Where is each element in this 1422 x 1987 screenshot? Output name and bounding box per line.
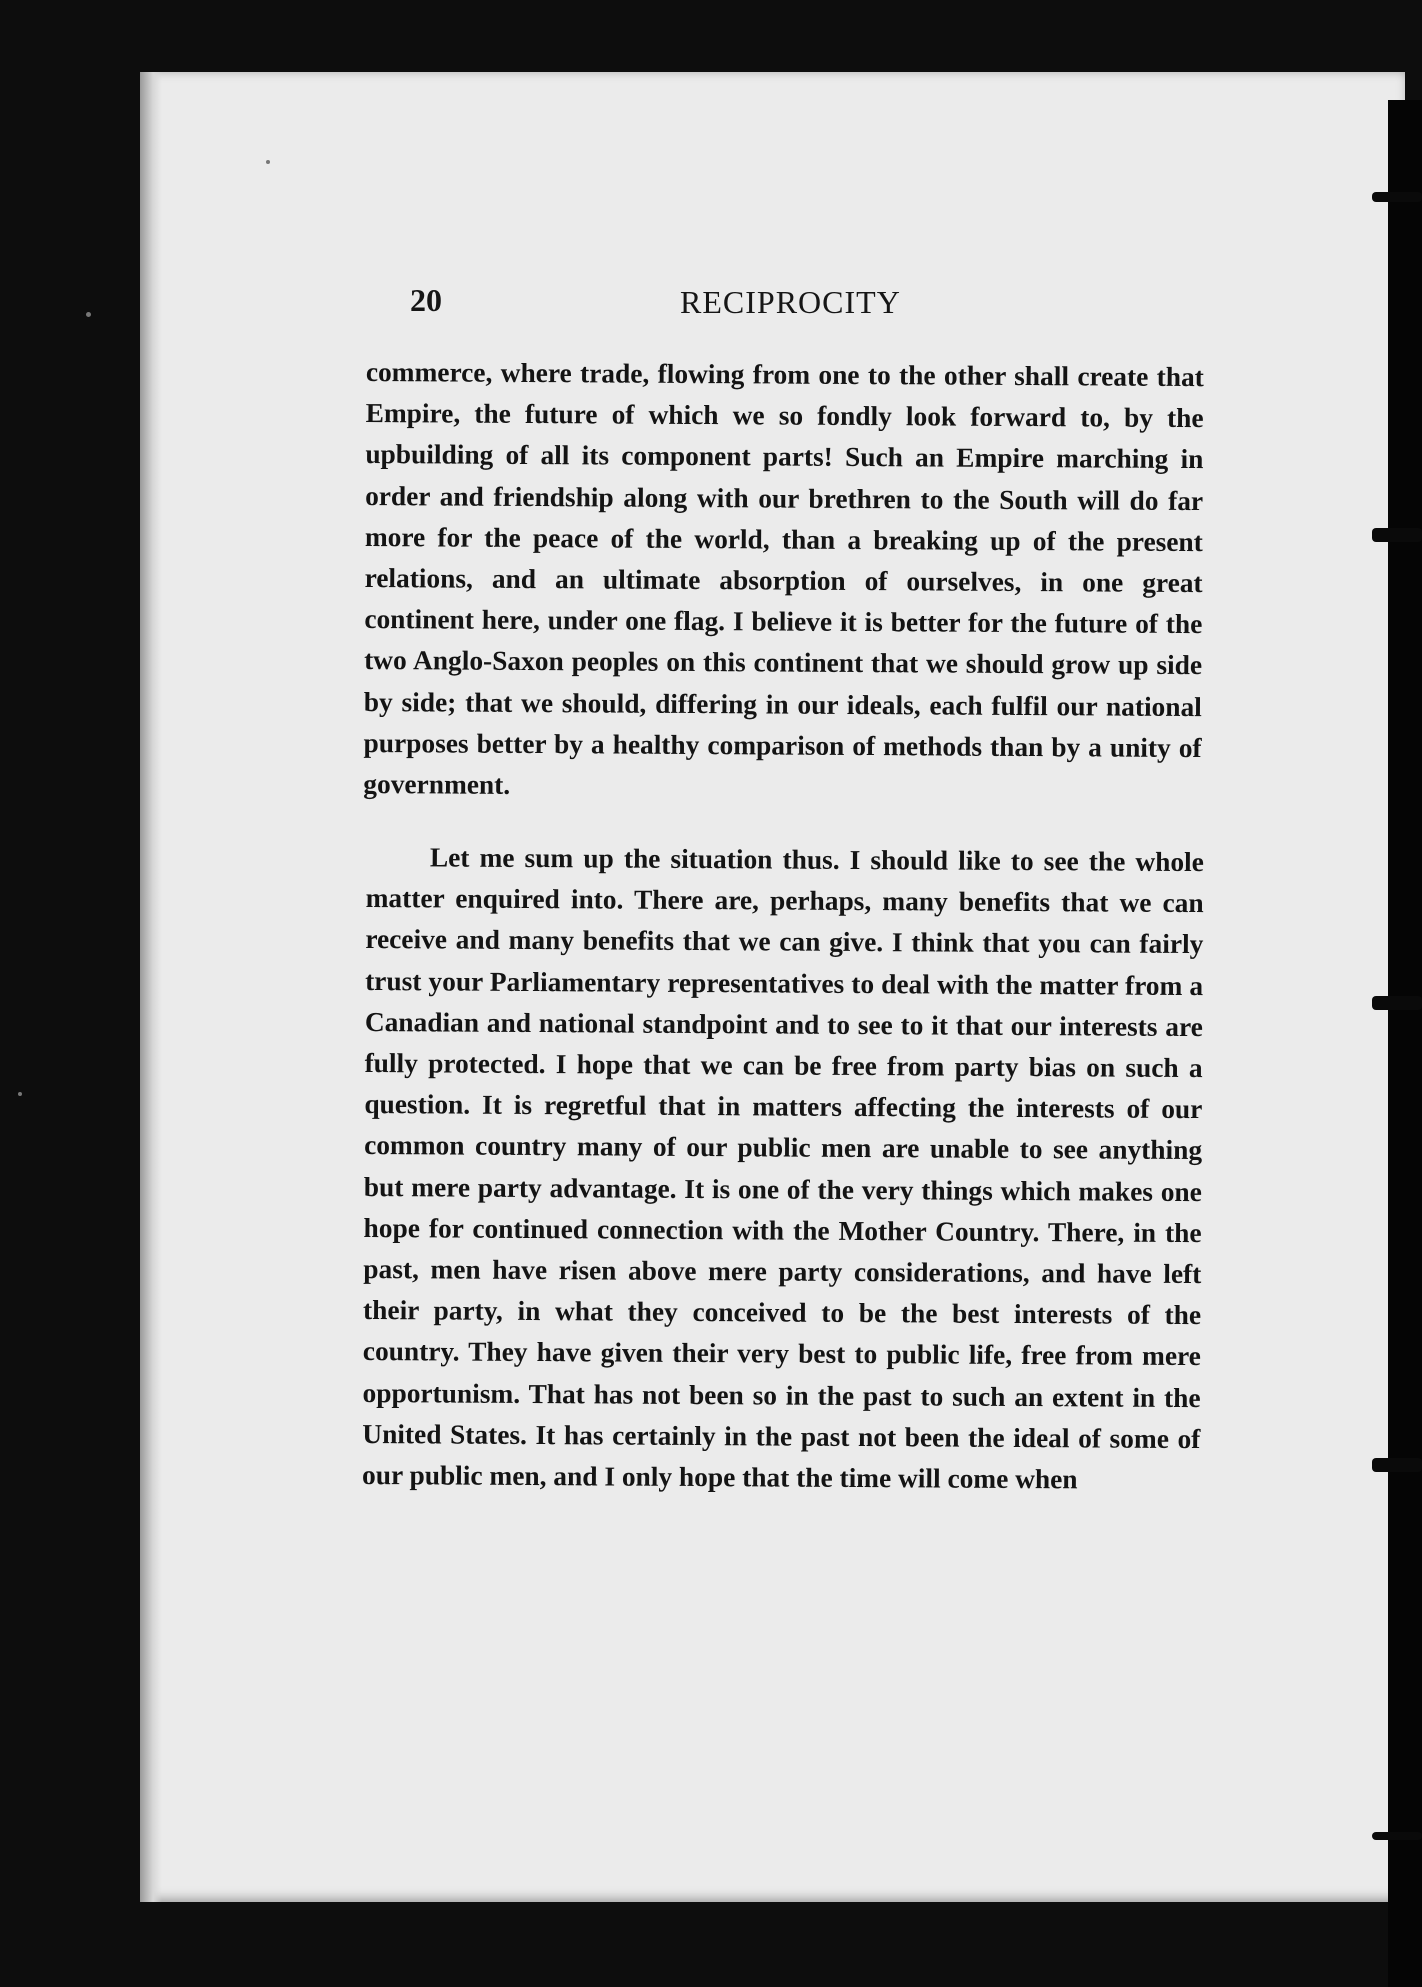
binding-thread	[1372, 1458, 1422, 1472]
binding-thread	[1372, 1832, 1422, 1840]
body-text	[362, 352, 1204, 1496]
running-title: RECIPROCITY	[680, 284, 901, 320]
dust-speck	[18, 1092, 22, 1096]
binding-thread	[1372, 192, 1422, 202]
dust-speck	[266, 160, 270, 164]
page-header	[410, 282, 1230, 334]
paragraph: Let me sum up the situation thus. I should like to see the whole matter enquired into. There are, perhaps, many benefits that we can receive and many benefits that we can give. I think that you can fairly trust your Parliamentary representatives to deal with the matter from a Canadian and national standpoint and to see to it that our interests are fully protected. I hope that we can be free from party bias on such a question. It is regretful that in matters affecting the interests of our common country many of our public men are unable to see anything but mere party advantage. It is one of the very things which makes one hope for continued connection with the Mother Country. There, in the past, men have risen above mere party considerations, and have left their party, in what they conceived to be the best interests of the country. They have given their very best to public life, free from mere opportunism. That has not been so in the past to such an extent in the United States. It has certainly in the past not been the ideal of some of our public men, and I only hope that the time will come when	[362, 842, 1204, 1495]
dust-speck	[86, 312, 91, 317]
paragraph: commerce, where trade, flowing from one to the other shall create that Empire, the future of which we so fondly look forward to, by the upbuilding of all its component parts! Such an Empire marching in order and friendship along with our brethren to the South will do far more for the peace of the world, than a breaking up of the present relations, and an ultimate absorption of ourselves, in one great continent here, under one flag. I believe it is better for the future of the two Anglo-Saxon peoples on this continent that we should grow up side by side; that we should, differing in our ideals, each fulfil our national purposes better by a healthy comparison of methods than by a unity of government.	[363, 356, 1204, 800]
book-spine	[1388, 100, 1422, 1987]
gutter-shadow	[140, 72, 162, 1902]
binding-thread	[1372, 528, 1422, 542]
page-number: 20	[410, 282, 442, 318]
binding-thread	[1372, 996, 1422, 1010]
